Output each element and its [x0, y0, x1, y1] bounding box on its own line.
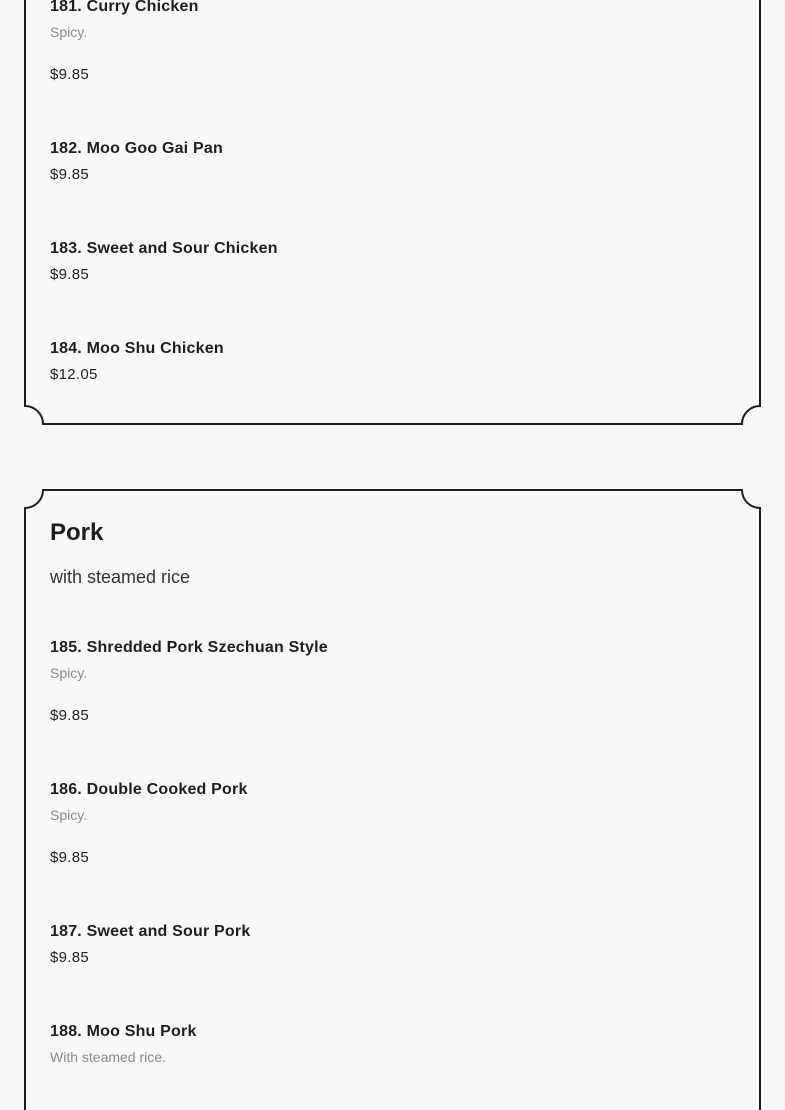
menu-section-pork: [24, 490, 761, 1110]
item-price: $9.85: [50, 166, 90, 183]
menu-item[interactable]: [50, 339, 741, 385]
item-price: $9.85: [50, 707, 90, 724]
item-name: 188. Moo Shu Pork: [50, 1023, 197, 1040]
item-price: $12.05: [50, 366, 98, 383]
item-name: 185. Shredded Pork Szechuan Style: [50, 639, 328, 656]
section-title: Pork: [50, 519, 104, 546]
menu-item[interactable]: [50, 139, 741, 185]
menu-item[interactable]: [50, 1022, 741, 1066]
menu-section-chicken: [24, 0, 761, 426]
item-name: 181. Curry Chicken: [50, 0, 199, 15]
item-name: 186. Double Cooked Pork: [50, 781, 248, 798]
item-description: Spicy.: [50, 807, 88, 823]
item-name: 182. Moo Goo Gai Pan: [50, 140, 223, 157]
menu-item[interactable]: [50, 239, 741, 285]
menu-item[interactable]: [50, 922, 741, 968]
item-name: 183. Sweet and Sour Chicken: [50, 240, 278, 257]
item-name: 184. Moo Shu Chicken: [50, 340, 224, 357]
item-price: $9.85: [50, 66, 90, 83]
item-name: 187. Sweet and Sour Pork: [50, 923, 251, 940]
item-description: With steamed rice.: [50, 1049, 166, 1065]
item-price: $9.85: [50, 266, 90, 283]
item-description: Spicy.: [50, 24, 88, 40]
menu-item[interactable]: [50, 0, 741, 41]
item-price: $9.85: [50, 949, 90, 966]
item-description: Spicy.: [50, 665, 88, 681]
section-subtitle: with steamed rice: [50, 567, 191, 587]
menu-item[interactable]: [50, 638, 741, 682]
item-price: $9.85: [50, 849, 90, 866]
menu-item[interactable]: [50, 780, 741, 824]
